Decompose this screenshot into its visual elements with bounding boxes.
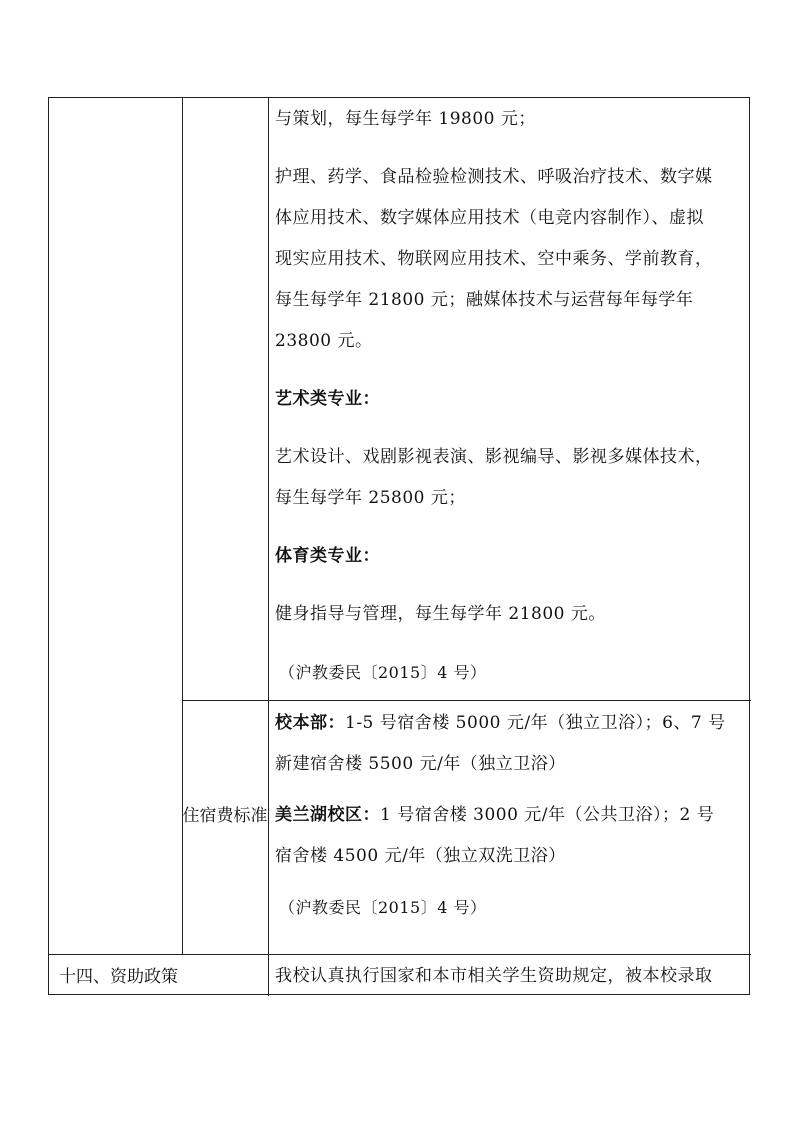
sport-heading: 体育类专业： bbox=[275, 546, 380, 566]
row-divider-dorm bbox=[182, 700, 751, 701]
dorm-main-line-1 bbox=[275, 703, 749, 744]
dorm-cell bbox=[275, 703, 749, 928]
row-divider-aid bbox=[49, 954, 751, 955]
dorm-lanhu-label: 美兰湖校区： bbox=[275, 805, 380, 825]
art-line-1: 艺术设计、戏剧影视表演、影视编导、影视多媒体技术， bbox=[275, 447, 713, 467]
fee-table bbox=[48, 97, 750, 995]
dorm-citation: （沪教委民〔2015〕4 号） bbox=[279, 898, 487, 917]
column-divider-2 bbox=[268, 98, 269, 996]
tuition-citation: （沪教委民〔2015〕4 号） bbox=[279, 663, 487, 682]
dorm-lanhu-text-1: 1 号宿舍楼 3000 元/年（公共卫浴）；2 号 bbox=[380, 805, 715, 825]
tuition-line-6: 23800 元。 bbox=[275, 331, 373, 351]
dorm-main-label: 校本部： bbox=[275, 713, 345, 733]
dorm-main-line-2: 新建宿舍楼 5500 元/年（独立卫浴） bbox=[275, 754, 566, 774]
tuition-cell bbox=[275, 99, 749, 693]
sport-line: 健身指导与管理，每生每学年 21800 元。 bbox=[275, 604, 606, 624]
tuition-line-2: 护理、药学、食品检验检测技术、呼吸治疗技术、数字媒 bbox=[275, 167, 713, 187]
art-line-2: 每生每学年 25800 元； bbox=[275, 488, 466, 508]
art-heading: 艺术类专业： bbox=[275, 389, 380, 409]
tuition-line-5: 每生每学年 21800 元；融媒体技术与运营每年每学年 bbox=[275, 290, 694, 310]
aid-text: 我校认真执行国家和本市相关学生资助规定，被本校录取 bbox=[275, 966, 713, 986]
dorm-lanhu-line-2: 宿舍楼 4500 元/年（独立双洗卫浴） bbox=[275, 846, 566, 866]
aid-cell bbox=[275, 956, 749, 996]
tuition-line-3: 体应用技术、数字媒体应用技术（电竞内容制作）、虚拟 bbox=[275, 208, 704, 228]
dorm-label: 住宿费标准 bbox=[182, 806, 268, 826]
aid-label: 十四、资助政策 bbox=[59, 967, 178, 987]
tuition-line-1: 与策划，每生每学年 19800 元； bbox=[275, 109, 536, 129]
dorm-lanhu-line-1 bbox=[275, 795, 749, 836]
dorm-main-text-1: 1-5 号宿舍楼 5000 元/年（独立卫浴）；6、7 号 bbox=[345, 713, 726, 733]
tuition-line-4: 现实应用技术、物联网应用技术、空中乘务、学前教育， bbox=[275, 249, 713, 269]
